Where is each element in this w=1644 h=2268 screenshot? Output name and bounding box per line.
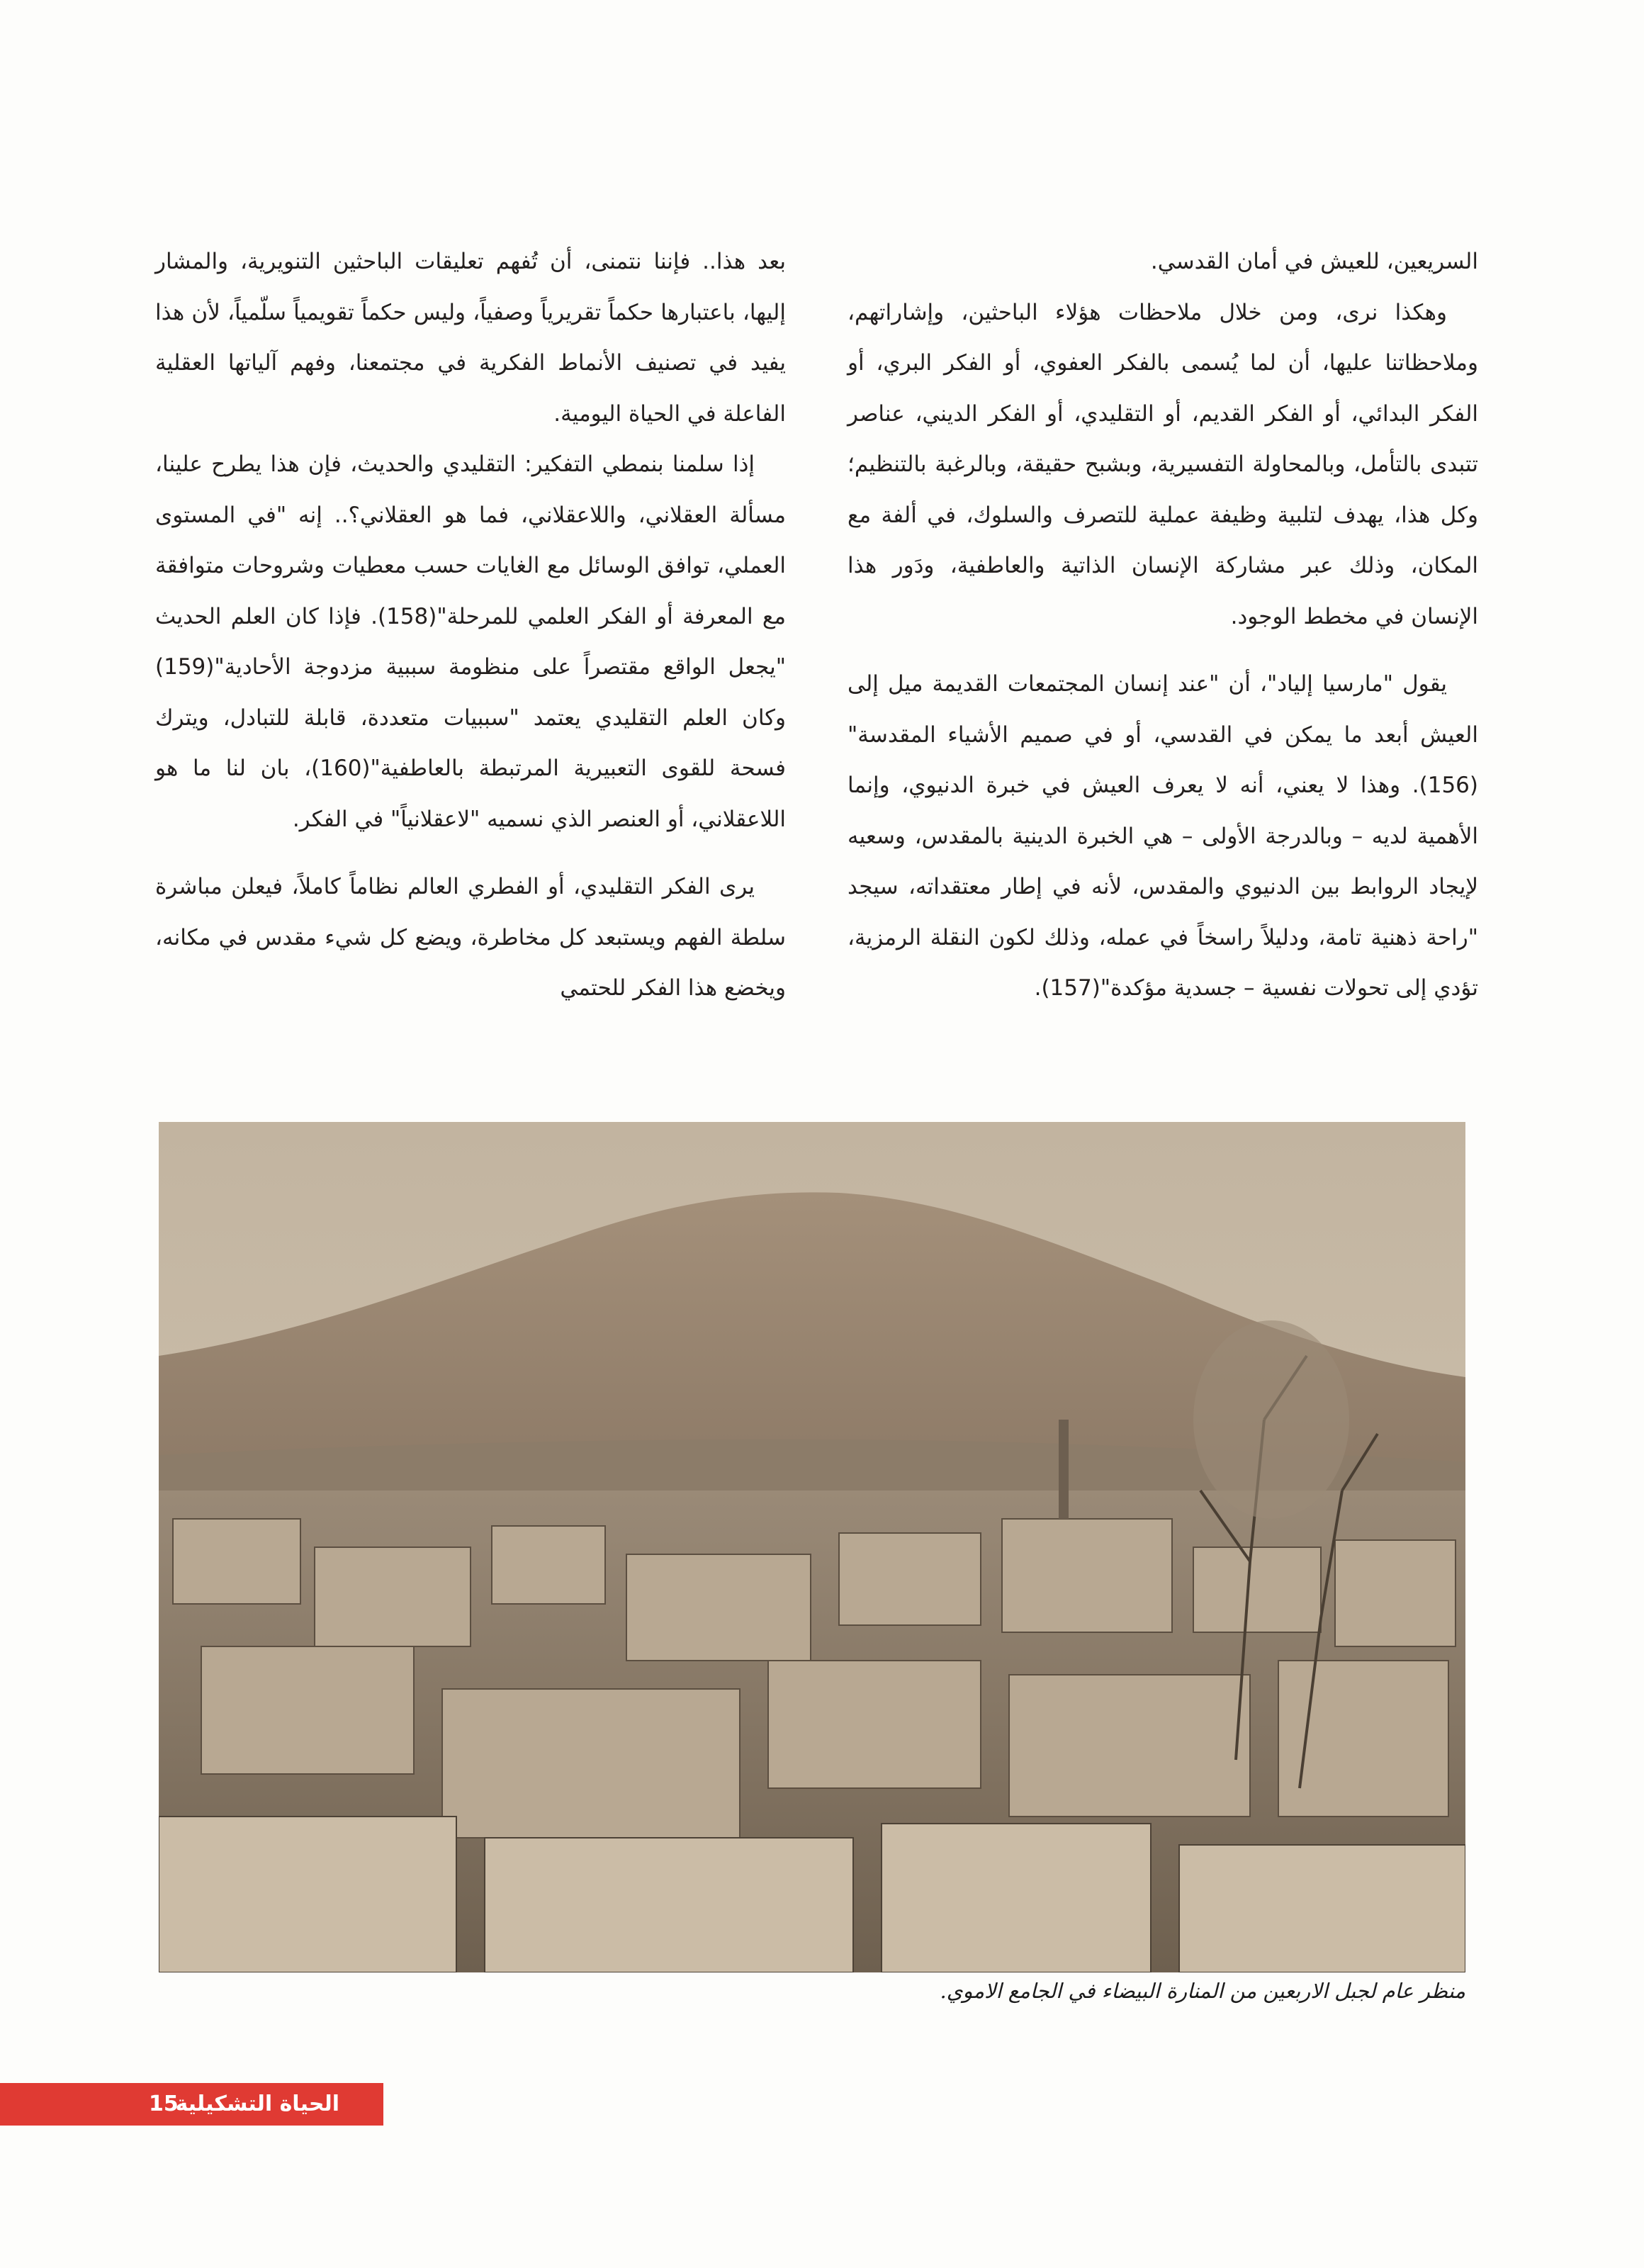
paragraph: يقول "مارسيا إلياد"، أن "عند إنسان المجتمعات القديمة ميل إلى العيش أبعد ما يمكن في القدسي، أو في صميم الأشياء المقدسة"(156). وهذا لا يعني، أنه لا يعرف العيش في خبرة الدنيوي، وإنما الأهمية لديه – وبالدرجة الأولى – هي الخبرة الدينية بالمقدس، وسعيه لإيجاد الروابط بين الدنيوي والمقدس، لأنه في إطار معتقداته، سيجد "راحة ذهنية تامة، ودليلاً راسخاً في عمله، وذلك لكون النقلة الرمزية، تؤدي إلى تحولات نفسية – جسدية مؤكدة"(157).	[848, 671, 1478, 1001]
magazine-name: الحياة التشكيلية	[175, 2092, 339, 2116]
paragraph: بعد هذا.. فإننا نتمنى، أن تُفهم تعليقات الباحثين التنويرية، والمشار إليها، باعتبارها حكماً تقريرياً وصفياً، وليس حكماً تقويمياً سلّمياً، لأن هذا يفيد في تصنيف الأنماط الفكرية في مجتمعنا، وفهم آلياتها العقلية الفاعلة في الحياة اليومية.	[155, 249, 786, 427]
footer-bar	[0, 2083, 383, 2126]
paragraph: يرى الفكر التقليدي، أو الفطري العالم نظاماً كاملاً، فيعلن مباشرة سلطة الفهم ويستبعد كل مخاطرة، ويضع كل شيء مقدس في مكانه، ويخضع هذا الفكر للحتمي	[155, 874, 786, 1001]
photo-illustration	[159, 1122, 1465, 1972]
paragraph: إذا سلمنا بنمطي التفكير: التقليدي والحديث، فإن هذا يطرح علينا، مسألة العقلاني، واللاعقلاني، فما هو العقلاني؟.. إنه "في المستوى العملي، توافق الوسائل مع الغايات حسب معطيات وشروحات متوافقة مع المعرفة أو الفكر العلمي للمرحلة"(158). فإذا كان العلم الحديث "يجعل الواقع مقتصراً على منظومة سببية مزدوجة الأحادية"(159) وكان العلم التقليدي يعتمد "سببيات متعددة، قابلة للتبادل، ويترك فسحة للقوى التعبيرية المرتبطة بالعاطفية"(160)، بان لنا ما هو اللاعقلاني، أو العنصر الذي نسميه "لاعقلانياً" في الفكر.	[155, 451, 786, 832]
article-right-column	[848, 237, 1478, 1014]
tree-foliage	[1193, 1320, 1349, 1519]
paragraph: السريعين، للعيش في أمان القدسي.	[1150, 249, 1478, 274]
minaret	[1059, 1420, 1069, 1519]
page-number: 15	[149, 2092, 179, 2116]
historic-city-photo	[159, 1122, 1465, 1972]
article-left-column	[155, 237, 786, 1014]
paragraph: وهكذا نرى، ومن خلال ملاحظات هؤلاء الباحثين، وإشاراتهم، وملاحظاتنا عليها، أن لما يُسمى بالفكر العفوي، أو الفكر البري، أو الفكر البدائي، أو الفكر القديم، أو التقليدي، أو الفكر الديني، عناصر تتبدى بالتأمل، وبالمحاولة التفسيرية، وبشبح حقيقة، وبالرغبة بالتنظيم؛ وكل هذا، يهدف لتلبية وظيفة عملية للتصرف والسلوك، في ألفة مع المكان، وذلك عبر مشاركة الإنسان الذاتية والعاطفية، ودَور هذا الإنسان في مخطط الوجود.	[848, 299, 1478, 629]
photo-caption: منظر عام لجبل الاربعين من المنارة البيضاء في الجامع الاموي.	[940, 1979, 1465, 2003]
